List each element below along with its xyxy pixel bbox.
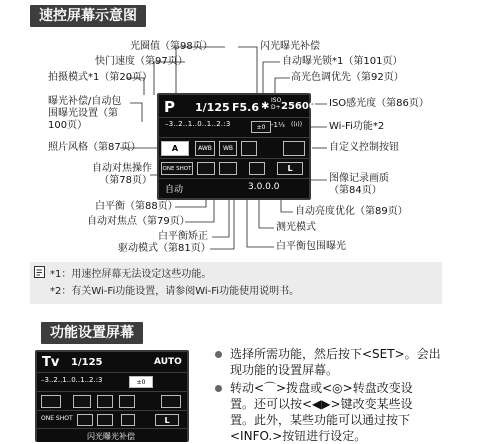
screen2-mode: Tv [42, 355, 60, 370]
screen-mode: P [164, 98, 175, 116]
image-quality-icon[interactable]: L [277, 162, 303, 175]
screen2-wb-correct-icon[interactable] [97, 395, 113, 408]
screen-divider [159, 117, 309, 118]
bullet-2-line-3: 置。此外，某些功能可以通过按下 [230, 413, 411, 427]
label-ae-lock: 自动曝光锁*1（第101页） [282, 56, 403, 67]
screen-iso-dplus: D+ [271, 104, 281, 111]
label-highlight: 高光色调优先（第92页） [291, 72, 404, 83]
label-aperture: 光圈值（第98页） [130, 41, 213, 52]
alo-icon[interactable] [241, 141, 257, 156]
screen2-white-balance-icon[interactable] [73, 395, 91, 408]
screen-flash-range: -1⅓ [271, 121, 285, 129]
label-img-quality: 图像记录画质（第84页） [329, 173, 389, 196]
screen2-iso: AUTO [154, 357, 182, 367]
section-title-quick-control: 速控屏幕示意图 [30, 5, 146, 27]
bullet-2-line-2: 置。还可以按<◀▶>键改变某些设 [230, 397, 413, 411]
label-wb-bracket: 白平衡包围曝光 [276, 241, 346, 252]
screen-bottom-text: 自动 [165, 185, 184, 195]
screen2-metering-icon[interactable] [121, 414, 135, 426]
screen2-alo-icon[interactable] [119, 395, 135, 408]
function-settings-screen [35, 350, 189, 442]
white-balance-icon[interactable]: AWB [195, 141, 215, 156]
af-point-icon[interactable] [197, 162, 215, 175]
label-shoot-mode: 拍摄模式*1（第20页） [48, 72, 153, 83]
picture-style-icon[interactable]: A [161, 141, 189, 156]
label-custom-ctrl: 自定义控制按钮 [329, 142, 399, 153]
label-wb-correct: 白平衡矫正 [158, 231, 208, 242]
screen-iso-label: ISO [271, 97, 282, 104]
bullet-2-line-1: 转动<⌒>拨盘或<◎>转盘改变设 [230, 381, 413, 395]
screen-divider [159, 158, 309, 159]
label-shutter: 快门速度（第97页） [95, 56, 188, 67]
label-exp-comp: 曝光补偿/自动包围曝光设置（第100页） [48, 96, 122, 131]
label-flash-comp: 闪光曝光补偿 [260, 41, 320, 52]
screen2-divider [37, 391, 187, 392]
screen2-divider [37, 410, 187, 411]
screen2-bottom-text: 闪光曝光补偿 [87, 432, 135, 441]
drive-mode-icon[interactable] [219, 162, 237, 175]
quick-control-screen [157, 93, 316, 200]
label-af-op: 自动对焦操作（第78页） [92, 163, 152, 186]
screen2-quality-icon[interactable]: L [155, 414, 179, 426]
screen2-af-operation: ONE SHOT [41, 415, 73, 422]
screen2-drive-icon[interactable] [97, 414, 113, 426]
screen-aperture: F5.6 [232, 101, 260, 114]
label-picture-style: 照片风格（第87页） [48, 142, 141, 153]
screen2-divider [37, 372, 187, 373]
label-wifi: Wi-Fi功能*2 [329, 121, 385, 132]
screen2-af-point-icon[interactable] [77, 414, 93, 426]
label-metering: 测光模式 [276, 222, 316, 233]
bullet-dot [215, 385, 222, 392]
screen2-shutter: 1/125 [71, 357, 103, 368]
bullet-1-line-1: 选择所需功能，然后按下<SET>。会出 [230, 347, 441, 361]
metering-icon[interactable] [249, 162, 265, 175]
screen2-flash-comp-icon[interactable]: ±0 [129, 376, 153, 388]
screen-divider [159, 178, 309, 179]
screen2-exposure-scale: –3..2..1..0..1..2.:3 [41, 376, 103, 384]
screen-iso-value: 25600 [281, 101, 316, 112]
wifi-icon: ((ı)) [291, 121, 303, 128]
label-alo: 自动亮度优化（第89页） [295, 206, 408, 217]
screen-divider [159, 137, 309, 138]
screen2-custom-ctrl-icon[interactable] [161, 395, 181, 408]
screen-bottom-value: 3.0.0.0 [248, 182, 280, 192]
bullet-dot [215, 351, 222, 358]
screen2-picture-style-icon[interactable] [41, 395, 61, 408]
note-2: *2：有关Wi-Fi功能设置，请参阅Wi-Fi功能使用说明书。 [50, 286, 300, 297]
label-wb: 白平衡（第88页） [95, 201, 178, 212]
screen-exposure-scale: –3..2..1..0..1..2.:3 [165, 120, 231, 128]
label-af-point: 自动对焦点（第79页） [87, 216, 190, 227]
label-drive: 驱动模式（第81页） [118, 243, 211, 254]
wb-correct-icon[interactable]: WB [219, 141, 237, 156]
section-title-function-settings: 功能设置屏幕 [41, 322, 143, 344]
custom-ctrl-icon[interactable] [283, 141, 305, 156]
screen2-divider [37, 428, 187, 429]
bullet-2-line-4: <INFO.>按钮进行设定。 [230, 429, 367, 443]
bullet-1-line-2: 现功能的设置屏幕。 [230, 363, 339, 377]
screen-shutter: 1/125 [195, 101, 230, 114]
label-iso: ISO感光度（第86页） [329, 98, 429, 109]
af-operation-icon[interactable]: ONE SHOT [161, 162, 193, 175]
memo-icon [34, 266, 46, 279]
flash-comp-icon: ±0 [251, 121, 271, 133]
note-1: *1：用速控屏幕无法设定这些功能。 [50, 269, 212, 280]
ae-lock-star-icon: ✱ [261, 101, 270, 112]
